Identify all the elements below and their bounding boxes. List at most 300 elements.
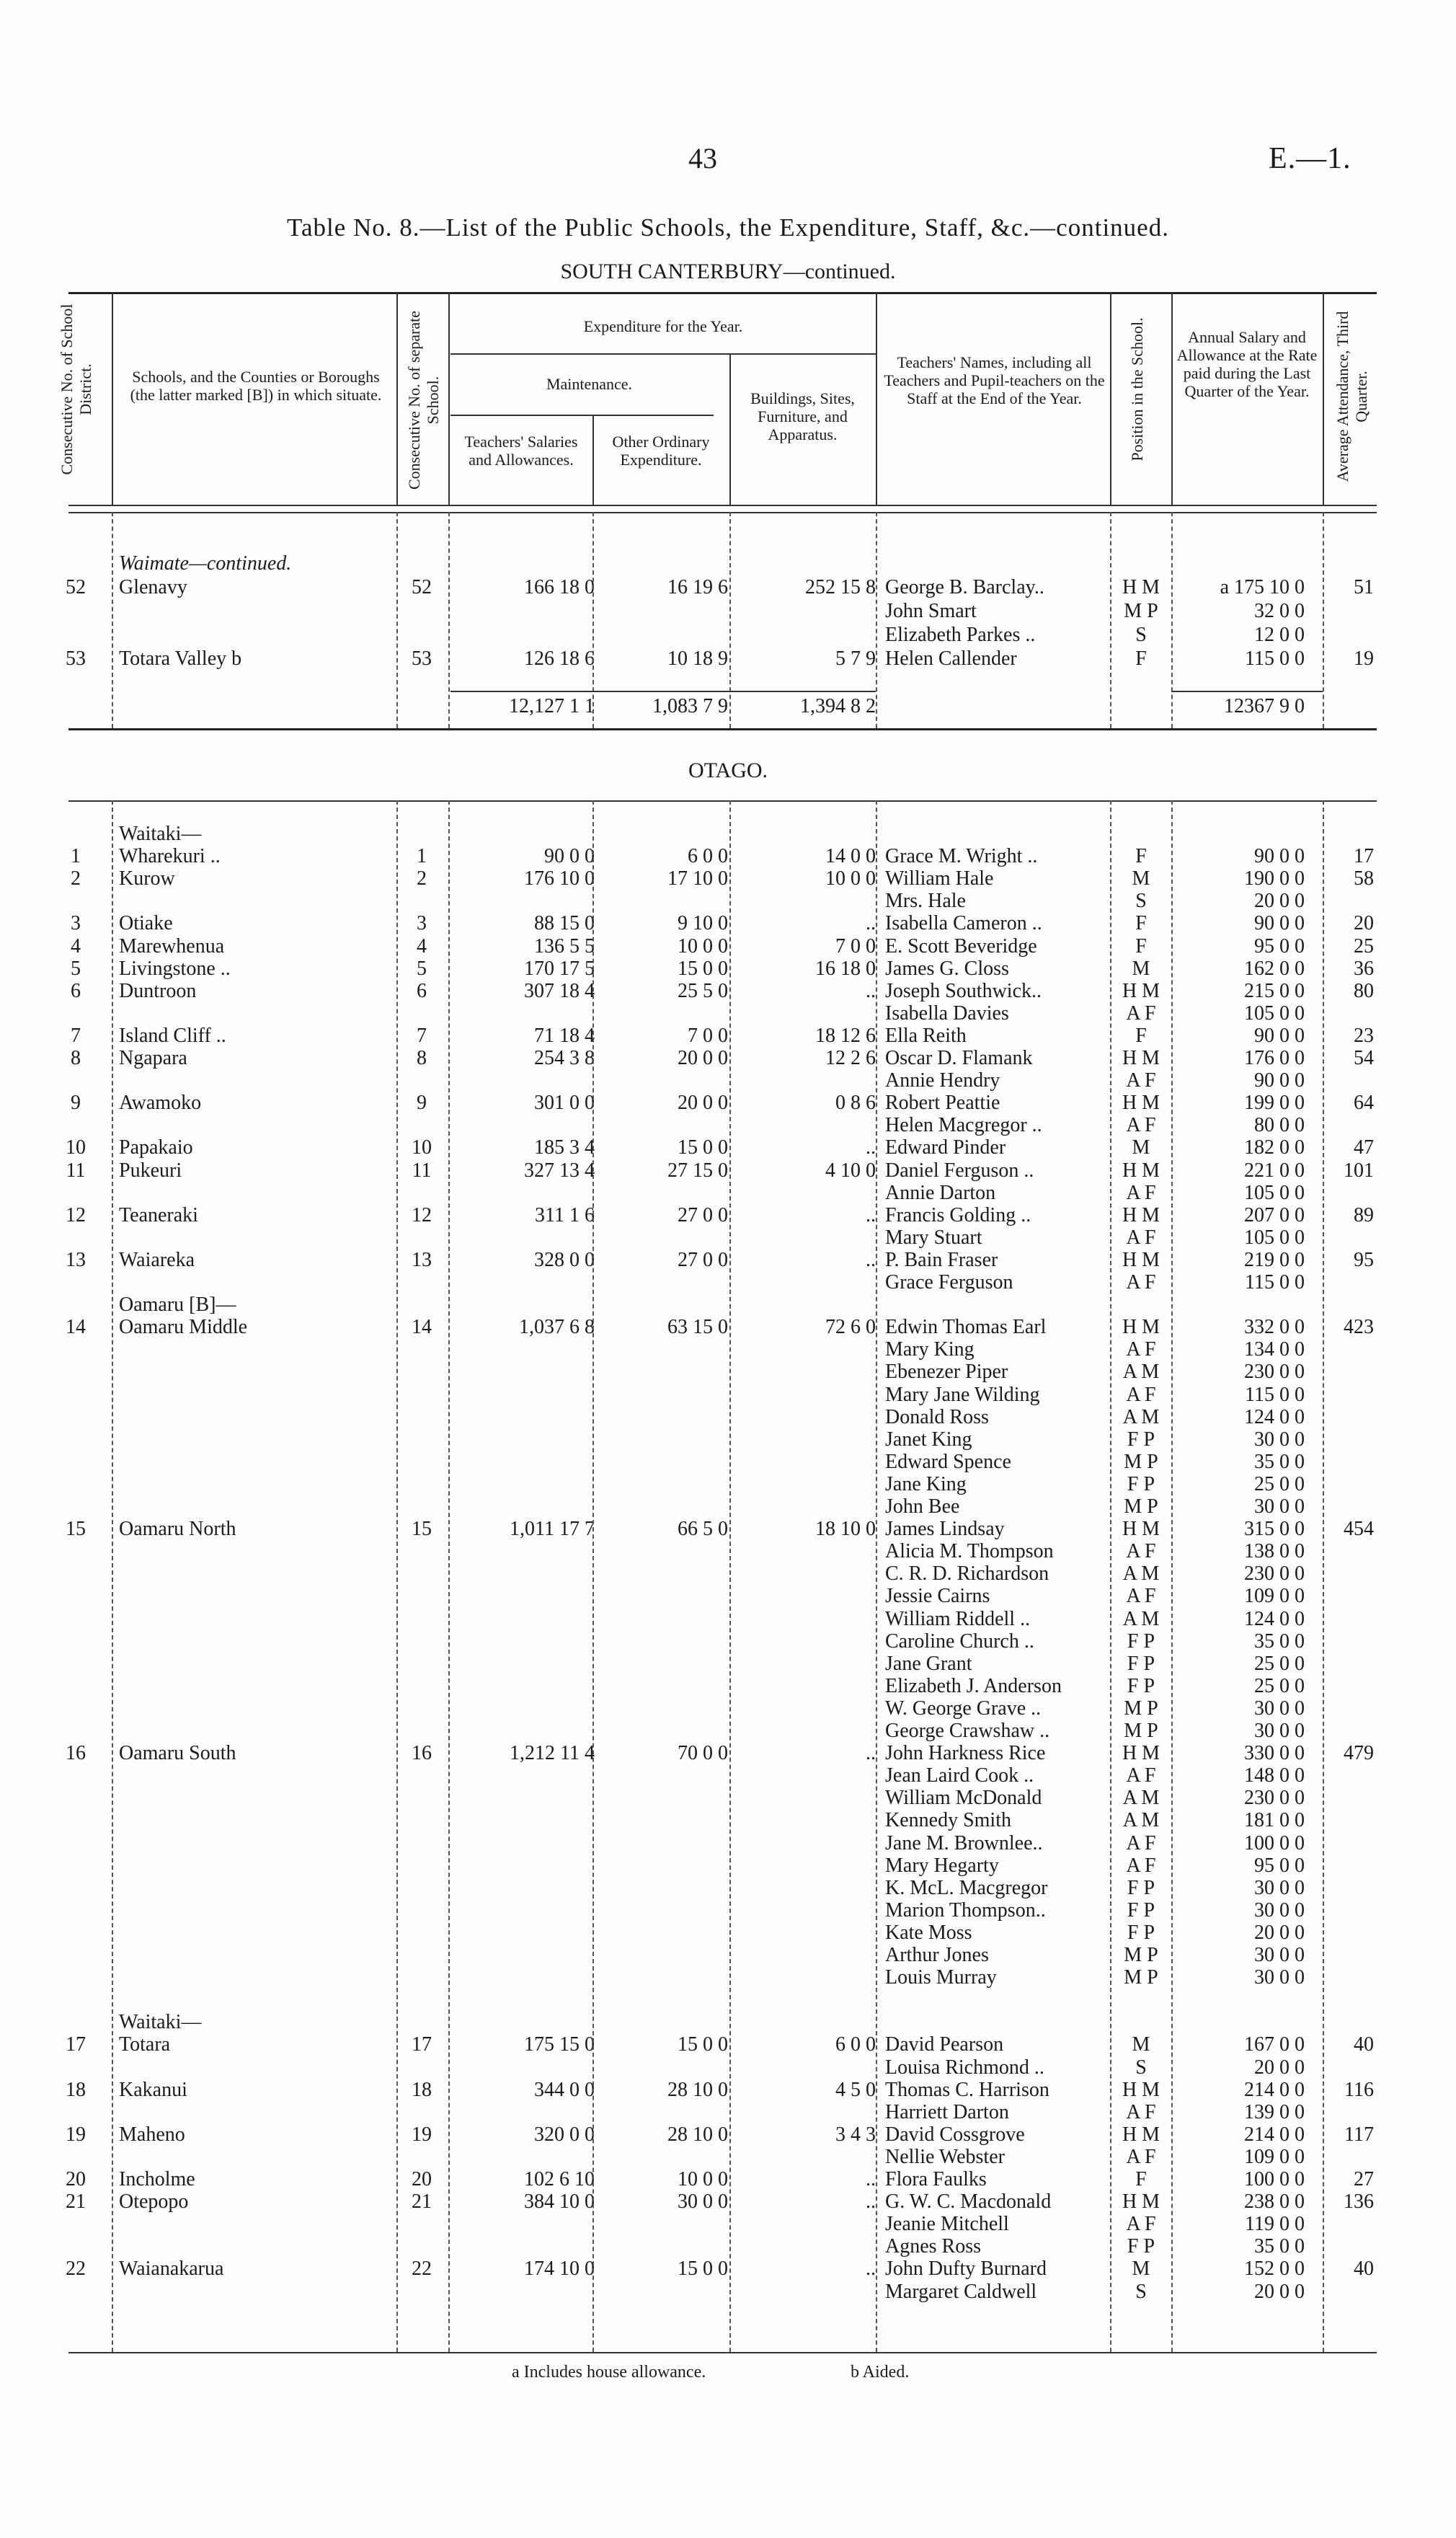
cell-oth: 1,083 7 9 — [652, 695, 728, 717]
cell-sn: 17 — [412, 2033, 432, 2056]
cell-pos: M — [1132, 1136, 1150, 1159]
maintenance-rule — [450, 415, 714, 416]
table-row — [0, 2033, 1456, 2056]
expenditure-rule — [450, 353, 876, 355]
cell-oth: 63 15 0 — [667, 1316, 728, 1339]
cell-school: Waimate—continued. — [119, 552, 292, 575]
cell-pos: H M — [1122, 1047, 1160, 1069]
cell-school: Otepopo — [119, 2190, 189, 2214]
cell-school: Duntroon — [119, 979, 197, 1002]
table-row — [0, 1697, 1456, 1720]
cell-oth: 15 0 0 — [678, 1136, 728, 1159]
cell-pos: S — [1135, 890, 1147, 913]
sc-column-line — [396, 512, 398, 728]
cell-no: 14 — [66, 1316, 86, 1339]
cell-pos: H M — [1122, 576, 1160, 598]
cell-sn: 52 — [412, 576, 432, 598]
col-divider — [592, 415, 594, 505]
cell-school: Island Cliff .. — [119, 1024, 226, 1047]
cell-teacher: John Harkness Rice — [885, 1742, 1046, 1765]
cell-bld: 14 0 0 — [825, 845, 876, 868]
cell-teacher: Caroline Church .. — [885, 1630, 1034, 1653]
table-row — [0, 1181, 1456, 1205]
cell-bld: .. — [866, 979, 876, 1002]
table-row — [0, 2212, 1456, 2236]
cell-bld: .. — [866, 912, 876, 935]
cell-pos: H M — [1122, 1203, 1160, 1226]
table-row — [0, 1831, 1456, 1855]
header-salaries: Teachers' Salaries and Allowances. — [464, 433, 578, 469]
cell-pos: M P — [1124, 1495, 1158, 1518]
table-row — [0, 1450, 1456, 1474]
cell-sal: 176 10 0 — [524, 867, 595, 890]
cell-pos: A F — [1126, 1114, 1156, 1137]
cell-oth: 16 19 6 — [667, 576, 728, 598]
cell-pos: M P — [1124, 1944, 1158, 1966]
cell-pos: S — [1135, 2056, 1147, 2079]
col-divider — [1171, 292, 1173, 505]
cell-oth: 28 10 0 — [667, 2078, 728, 2101]
cell-sn: 11 — [412, 1159, 432, 1182]
cell-teacher: George Crawshaw .. — [885, 1720, 1050, 1742]
cell-oth: 7 0 0 — [688, 1024, 728, 1047]
cell-sal: 166 18 0 — [524, 576, 595, 598]
cell-oth: 9 10 0 — [678, 912, 728, 935]
col-divider — [1110, 292, 1111, 505]
cell-att: 19 — [1354, 647, 1374, 670]
table-row — [0, 1539, 1456, 1563]
table-row — [0, 911, 1456, 935]
cell-pos: F P — [1127, 1630, 1155, 1653]
cell-sal: 1,011 17 7 — [510, 1518, 595, 1541]
cell-ann: 100 0 0 — [1244, 1831, 1305, 1854]
cell-ann: 80 0 0 — [1254, 1114, 1305, 1137]
cell-teacher: Ebenezer Piper — [885, 1361, 1008, 1384]
cell-pos: A F — [1126, 1181, 1156, 1204]
cell-ann: 124 0 0 — [1244, 1405, 1305, 1428]
header-bottom-rule — [68, 505, 1377, 506]
cell-pos: A M — [1122, 1787, 1160, 1810]
cell-teacher: Margaret Caldwell — [885, 2280, 1037, 2303]
ot-column-line — [396, 800, 398, 2352]
cell-school: Oamaru South — [119, 1742, 236, 1765]
cell-ann: 12367 9 0 — [1224, 695, 1305, 717]
cell-bld: .. — [866, 1742, 876, 1765]
cell-pos: A F — [1126, 1383, 1156, 1406]
table-row — [0, 1472, 1456, 1496]
table-row — [0, 1360, 1456, 1384]
cell-sn: 21 — [412, 2190, 432, 2214]
cell-sn: 10 — [412, 1136, 432, 1159]
cell-teacher: Jane M. Brownlee.. — [885, 1831, 1043, 1854]
cell-teacher: Edwin Thomas Earl — [885, 1316, 1047, 1339]
cell-no: 21 — [66, 2190, 86, 2214]
cell-pos: F P — [1127, 1428, 1155, 1451]
cell-sal: 174 10 0 — [524, 2258, 595, 2281]
table-row — [0, 1898, 1456, 1922]
cell-school: Waiareka — [119, 1248, 195, 1271]
table-row — [0, 2234, 1456, 2258]
cell-teacher: Jeanie Mitchell — [885, 2213, 1009, 2236]
cell-no: 19 — [66, 2123, 86, 2146]
cell-teacher: E. Scott Beveridge — [885, 934, 1037, 958]
totals-rule — [450, 691, 876, 692]
table-row — [0, 599, 1456, 623]
table-row — [0, 552, 1456, 575]
cell-att: 479 — [1344, 1742, 1374, 1765]
cell-pos: F P — [1127, 1921, 1155, 1944]
cell-school: Kurow — [119, 867, 175, 890]
table-row — [0, 1674, 1456, 1698]
cell-pos: F — [1135, 934, 1147, 958]
cell-sal: 384 10 0 — [524, 2190, 595, 2214]
table-row — [0, 1428, 1456, 1451]
cell-no: 22 — [66, 2258, 86, 2281]
cell-sal: 328 0 0 — [534, 1248, 595, 1271]
cell-teacher: P. Bain Fraser — [885, 1248, 998, 1271]
cell-att: 40 — [1354, 2033, 1374, 2056]
cell-pos: H M — [1122, 2190, 1160, 2214]
cell-sn: 12 — [412, 1203, 432, 1226]
cell-sn: 8 — [417, 1047, 427, 1069]
cell-ann: 25 0 0 — [1254, 1472, 1305, 1495]
cell-att: 95 — [1354, 1248, 1374, 1271]
cell-att: 25 — [1354, 934, 1374, 958]
cell-att: 101 — [1344, 1159, 1374, 1182]
ot-column-line — [592, 800, 594, 2352]
cell-teacher: Isabella Davies — [885, 1002, 1009, 1025]
page-number: 43 — [688, 142, 717, 174]
cell-teacher: Alicia M. Thompson — [885, 1540, 1054, 1563]
cell-oth: 66 5 0 — [678, 1518, 728, 1541]
cell-oth: 27 0 0 — [678, 1248, 728, 1271]
cell-no: 8 — [71, 1047, 81, 1069]
cell-oth: 15 0 0 — [678, 2258, 728, 2281]
header-other: Other Ordinary Expenditure. — [612, 433, 710, 469]
cell-bld: .. — [866, 1136, 876, 1159]
cell-pos: F P — [1127, 1652, 1155, 1675]
table-row — [0, 1293, 1456, 1317]
cell-att: 80 — [1354, 979, 1374, 1002]
cell-ann: 115 0 0 — [1245, 647, 1305, 670]
cell-bld: 5 7 9 — [835, 647, 876, 670]
cell-ann: 25 0 0 — [1254, 1674, 1305, 1697]
cell-ann: 30 0 0 — [1254, 1720, 1305, 1742]
cell-sn: 1 — [417, 845, 427, 868]
cell-teacher: Isabella Cameron .. — [885, 912, 1042, 935]
header-top-rule — [68, 292, 1377, 294]
cell-ann: 134 0 0 — [1244, 1338, 1305, 1361]
cell-bld: .. — [866, 2168, 876, 2190]
table-row — [0, 2123, 1456, 2146]
cell-no: 16 — [66, 1742, 86, 1765]
table-row — [0, 2100, 1456, 2124]
cell-sn: 20 — [412, 2168, 432, 2190]
cell-no: 9 — [71, 1092, 81, 1115]
cell-bld: 7 0 0 — [835, 934, 876, 958]
cell-oth: 15 0 0 — [678, 957, 728, 980]
cell-ann: 32 0 0 — [1254, 600, 1305, 622]
cell-ann: 30 0 0 — [1254, 1944, 1305, 1966]
cell-pos: S — [1135, 624, 1147, 646]
cell-pos: A F — [1126, 1226, 1156, 1249]
cell-school: Awamoko — [119, 1092, 202, 1115]
cell-sn: 9 — [417, 1092, 427, 1115]
cell-pos: A F — [1126, 1540, 1156, 1563]
cell-pos: H M — [1122, 1248, 1160, 1271]
sc-column-line — [1171, 512, 1173, 728]
cell-pos: F P — [1127, 1898, 1155, 1922]
col-divider — [729, 353, 731, 505]
otago-top-rule — [68, 800, 1377, 802]
cell-oth: 27 0 0 — [678, 1203, 728, 1226]
cell-pos: M — [1132, 957, 1150, 980]
table-row — [0, 1741, 1456, 1765]
cell-teacher: Elizabeth J. Anderson — [885, 1674, 1062, 1697]
ot-column-line — [1323, 800, 1324, 2352]
cell-sal: 344 0 0 — [534, 2078, 595, 2101]
cell-school: Totara — [119, 2033, 171, 2056]
cell-no: 4 — [71, 934, 81, 958]
cell-att: 40 — [1354, 2258, 1374, 2281]
cell-ann: 105 0 0 — [1244, 1002, 1305, 1025]
cell-teacher: James G. Closs — [885, 957, 1009, 980]
cell-pos: A F — [1126, 1585, 1156, 1608]
col-divider — [1323, 292, 1324, 505]
cell-teacher: W. George Grave .. — [885, 1697, 1042, 1720]
cell-pos: A F — [1126, 2100, 1156, 2123]
cell-oth: 20 0 0 — [678, 1092, 728, 1115]
cell-teacher: Mary King — [885, 1338, 975, 1361]
cell-att: 89 — [1354, 1203, 1374, 1226]
cell-school: Waitaki— — [119, 2011, 202, 2034]
cell-sal: 90 0 0 — [544, 845, 595, 868]
col-divider — [876, 292, 877, 505]
cell-school: Kakanui — [119, 2078, 187, 2101]
table-row — [0, 1405, 1456, 1429]
ot-column-line — [1110, 800, 1111, 2352]
cell-ann: 115 0 0 — [1245, 1271, 1305, 1294]
cell-no: 20 — [66, 2168, 86, 2190]
table-row — [0, 1764, 1456, 1787]
cell-school: Waianakarua — [119, 2258, 224, 2281]
cell-sn: 16 — [412, 1742, 432, 1765]
cell-sal: 71 18 4 — [534, 1024, 595, 1047]
table-row — [0, 1136, 1456, 1159]
cell-no: 5 — [71, 957, 81, 980]
cell-bld: 72 6 0 — [825, 1316, 876, 1339]
cell-sal: 175 15 0 — [524, 2033, 595, 2056]
cell-sn: 18 — [412, 2078, 432, 2101]
cell-ann: 90 0 0 — [1254, 912, 1305, 935]
cell-pos: A F — [1126, 1831, 1156, 1854]
cell-pos: M P — [1124, 1697, 1158, 1720]
cell-school: Oamaru Middle — [119, 1316, 248, 1339]
cell-teacher: Edward Pinder — [885, 1136, 1006, 1159]
ot-column-line — [1171, 800, 1173, 2352]
cell-pos: H M — [1122, 1518, 1160, 1541]
cell-sn: 6 — [417, 979, 427, 1002]
cell-sn: 5 — [417, 957, 427, 980]
cell-bld: 16 18 0 — [815, 957, 876, 980]
table-row — [0, 934, 1456, 958]
cell-att: 17 — [1354, 845, 1374, 868]
cell-teacher: Harriett Darton — [885, 2100, 1009, 2123]
ot-column-line — [729, 800, 731, 2352]
table-row — [0, 1808, 1456, 1832]
cell-pos: M P — [1124, 1450, 1158, 1473]
cell-pos: A F — [1126, 2213, 1156, 2236]
cell-ann: 199 0 0 — [1244, 1092, 1305, 1115]
cell-ann: 181 0 0 — [1244, 1809, 1305, 1832]
table-row — [0, 1719, 1456, 1743]
section-end-rule — [68, 728, 1377, 730]
table-row — [0, 1069, 1456, 1092]
cell-school: Marewhenua — [119, 934, 225, 958]
cell-pos: F P — [1127, 2235, 1155, 2258]
cell-teacher: Agnes Ross — [885, 2235, 982, 2258]
cell-sal: 1,212 11 4 — [510, 1742, 595, 1765]
cell-oth: 70 0 0 — [678, 1742, 728, 1765]
cell-pos: A F — [1126, 1069, 1156, 1092]
cell-sn: 14 — [412, 1316, 432, 1339]
cell-oth: 10 18 9 — [667, 647, 728, 670]
cell-teacher: Marion Thompson.. — [885, 1898, 1046, 1922]
cell-pos: H M — [1122, 979, 1160, 1002]
table-row — [0, 2257, 1456, 2281]
cell-school: Papakaio — [119, 1136, 193, 1159]
totals-rule — [1171, 691, 1323, 692]
cell-teacher: Jean Laird Cook .. — [885, 1764, 1034, 1787]
cell-teacher: William Riddell .. — [885, 1607, 1031, 1630]
cell-bld: 252 15 8 — [805, 576, 876, 598]
cell-pos: F — [1135, 912, 1147, 935]
footnote-a: a Includes house allowance. — [512, 2363, 706, 2382]
cell-teacher: David Pearson — [885, 2033, 1004, 2056]
cell-pos: A M — [1122, 1562, 1160, 1586]
table-row — [0, 647, 1456, 671]
cell-teacher: Jane King — [885, 1472, 967, 1495]
cell-bld: 3 4 3 — [835, 2123, 876, 2146]
cell-ann: 138 0 0 — [1244, 1540, 1305, 1563]
cell-no: 1 — [71, 845, 81, 868]
cell-ann: 35 0 0 — [1254, 2235, 1305, 2258]
cell-no: 13 — [66, 1248, 86, 1271]
cell-ann: 332 0 0 — [1244, 1316, 1305, 1339]
header-annual: Annual Salary and Allowance at the Rate paid during the Last Quarter of the Year. — [1176, 328, 1318, 400]
cell-bld: .. — [866, 2258, 876, 2281]
ot-column-line — [448, 800, 450, 2352]
cell-teacher: Flora Faulks — [885, 2168, 987, 2190]
table-row — [0, 2167, 1456, 2191]
header-separate-no: Consecutive No. of separate School. — [405, 310, 442, 490]
cell-pos: A F — [1126, 1764, 1156, 1787]
cell-sn: 2 — [417, 867, 427, 890]
cell-pos: M — [1132, 867, 1150, 890]
cell-oth: 25 5 0 — [678, 979, 728, 1002]
cell-sal: 301 0 0 — [534, 1092, 595, 1115]
table-row — [0, 1517, 1456, 1541]
cell-ann: 139 0 0 — [1244, 2100, 1305, 2123]
cell-teacher: Donald Ross — [885, 1405, 989, 1428]
cell-sal: 126 18 6 — [524, 647, 595, 670]
table-row — [0, 1584, 1456, 1608]
cell-sal: 320 0 0 — [534, 2123, 595, 2146]
cell-school: Totara Valley b — [119, 647, 242, 670]
cell-ann: 219 0 0 — [1244, 1248, 1305, 1271]
cell-no: 17 — [66, 2033, 86, 2056]
cell-teacher: Louis Murray — [885, 1966, 997, 1989]
cell-school: Glenavy — [119, 576, 187, 598]
cell-bld: 6 0 0 — [835, 2033, 876, 2056]
cell-teacher: Grace Ferguson — [885, 1271, 1013, 1294]
table-row — [0, 957, 1456, 981]
cell-school: Waitaki— — [119, 823, 202, 845]
cell-sal: 88 15 0 — [534, 912, 595, 935]
table-row — [0, 1988, 1456, 2012]
header-maintenance: Maintenance. — [546, 375, 633, 393]
cell-sal: 311 1 6 — [535, 1203, 595, 1226]
cell-oth: 30 0 0 — [678, 2190, 728, 2214]
table-row — [0, 1966, 1456, 1989]
table-row — [0, 575, 1456, 599]
table-row — [0, 1024, 1456, 1048]
section-subtitle: SOUTH CANTERBURY—continued. — [560, 260, 896, 283]
cell-ann: 35 0 0 — [1254, 1630, 1305, 1653]
cell-no: 12 — [66, 1203, 86, 1226]
cell-ann: 162 0 0 — [1244, 957, 1305, 980]
cell-sn: 22 — [412, 2258, 432, 2281]
cell-ann: 30 0 0 — [1254, 1697, 1305, 1720]
cell-bld: 18 10 0 — [815, 1518, 876, 1541]
cell-ann: 152 0 0 — [1244, 2258, 1305, 2281]
cell-teacher: Jessie Cairns — [885, 1585, 990, 1608]
cell-pos: M P — [1124, 1720, 1158, 1742]
cell-school: Teaneraki — [119, 1203, 198, 1226]
table-row — [0, 1226, 1456, 1250]
cell-pos: A M — [1122, 1405, 1160, 1428]
cell-sal: 327 13 4 — [524, 1159, 595, 1182]
cell-ann: 238 0 0 — [1244, 2190, 1305, 2214]
cell-teacher: Elizabeth Parkes .. — [885, 624, 1036, 646]
cell-bld: 4 5 0 — [835, 2078, 876, 2101]
cell-teacher: Ella Reith — [885, 1024, 967, 1047]
cell-ann: 124 0 0 — [1244, 1607, 1305, 1630]
cell-att: 423 — [1344, 1316, 1374, 1339]
cell-ann: 119 0 0 — [1245, 2213, 1305, 2236]
cell-sal: 136 5 5 — [534, 934, 595, 958]
cell-ann: 207 0 0 — [1244, 1203, 1305, 1226]
table-row — [0, 844, 1456, 868]
cell-ann: 214 0 0 — [1244, 2123, 1305, 2146]
cell-sn: 4 — [417, 934, 427, 958]
cell-oth: 20 0 0 — [678, 1047, 728, 1069]
table-row — [0, 867, 1456, 890]
cell-att: 51 — [1354, 576, 1374, 598]
cell-pos: M — [1132, 2033, 1150, 2056]
cell-ann: 214 0 0 — [1244, 2078, 1305, 2101]
cell-pos: A F — [1126, 1338, 1156, 1361]
cell-ann: a 175 10 0 — [1220, 576, 1305, 598]
cell-ann: 190 0 0 — [1244, 867, 1305, 890]
cell-pos: M P — [1124, 600, 1158, 622]
cell-pos: H M — [1122, 2123, 1160, 2146]
table-row — [0, 1203, 1456, 1227]
cell-pos: F P — [1127, 1674, 1155, 1697]
cell-school: Pukeuri — [119, 1159, 182, 1182]
cell-ann: 315 0 0 — [1244, 1518, 1305, 1541]
cell-ann: 221 0 0 — [1244, 1159, 1305, 1182]
